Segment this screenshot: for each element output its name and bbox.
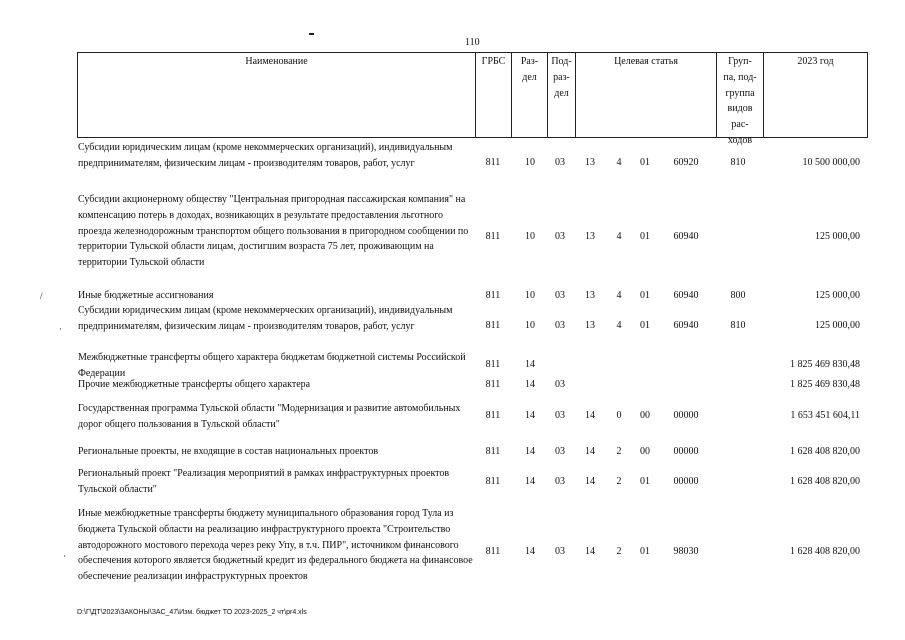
row-grbs: 811 [485,320,501,331]
row-target-3: 00 [640,446,650,457]
row-target-3: 01 [640,476,650,487]
row-name: Субсидии акционерному обществу "Центральная пригородная пассажирская компания" на компенсацию потерь в доходах, возникающих в результате предоставления льготного проезда железнодорожным транспортом общего пользования в пригородном сообщении по территории Тульской области лицам, достигшим возраста 75 лет, проживающим на территории Тульской области [78,194,469,269]
row-target-1: 13 [585,320,595,331]
row-razdel: 10 [525,320,535,331]
row-target-2: 2 [616,446,622,457]
scan-mark: / [40,291,43,301]
row-amount: 1 628 408 820,00 [790,476,860,487]
row-name: Государственная программа Тульской области "Модернизация и развитие автомобильных дорог общего пользования в Тульской области" [78,403,461,430]
header-grbs: ГРБС [475,53,511,137]
row-name: Иные межбюджетные трансферты бюджету муниципального образования город Тула из бюджета Тульской области на реализацию инфраструктурного проекта "Строительство автодорожного мостового перехода через реку Упу, в т.ч. ПИР", источником финансового обеспечения которого является бюджетный кредит из федерального бюджета на финансовое обеспечение реализации инфраструктурных проектов [78,508,473,583]
row-grbs: 811 [485,157,501,168]
row-target-2: 4 [616,320,622,331]
row-amount: 125 000,00 [815,290,860,301]
row-name: Иные бюджетные ассигнования [78,290,214,301]
row-target-1: 13 [585,290,595,301]
row-target-1: 14 [585,476,595,487]
row-amount: 1 653 451 604,11 [790,410,860,421]
row-target-1: 14 [585,446,595,457]
row-target-4: 60940 [673,231,699,242]
row-podrazdel: 03 [555,231,565,242]
row-target-4: 60940 [673,320,699,331]
row-razdel: 14 [525,446,535,457]
row-group: 810 [730,157,746,168]
row-grbs: 811 [485,359,501,370]
row-name: Региональный проект "Реализация мероприятий в рамках инфраструктурных проектов Тульской области" [78,468,450,495]
row-amount: 125 000,00 [815,231,860,242]
row-podrazdel: 03 [555,379,565,390]
row-name: Субсидии юридическим лицам (кроме некоммерческих организаций), индивидуальным предпринимателям, физическим лицам - производителям товаров, работ, услуг [78,142,453,169]
row-target-2: 2 [616,546,622,557]
row-amount: 1 825 469 830,48 [790,359,860,370]
row-target-1: 13 [585,157,595,168]
row-target-4: 60920 [673,157,699,168]
row-name: Субсидии юридическим лицам (кроме некоммерческих организаций), индивидуальным предпринимателям, физическим лицам - производителям товаров, работ, услуг [78,305,453,332]
row-podrazdel: 03 [555,410,565,421]
row-razdel: 14 [525,410,535,421]
row-podrazdel: 03 [555,476,565,487]
row-name: Межбюджетные трансферты общего характера бюджетам бюджетной системы Российской Федерации [78,352,466,379]
row-amount: 1 628 408 820,00 [790,546,860,557]
row-target-2: 4 [616,290,622,301]
row-podrazdel: 03 [555,157,565,168]
row-target-4: 00000 [673,476,699,487]
row-target-4: 00000 [673,410,699,421]
row-target-1: 14 [585,546,595,557]
row-target-3: 00 [640,410,650,421]
table-header [77,52,868,146]
scan-mark [309,33,314,35]
row-podrazdel: 03 [555,290,565,301]
row-razdel: 10 [525,290,535,301]
row-amount: 1 628 408 820,00 [790,446,860,457]
row-target-2: 2 [616,476,622,487]
header-target: Целевая статья [575,53,716,137]
row-grbs: 811 [485,290,501,301]
row-target-3: 01 [640,290,650,301]
row-grbs: 811 [485,476,501,487]
row-grbs: 811 [485,379,501,390]
page-number: 110 [465,37,480,48]
row-razdel: 14 [525,546,535,557]
row-target-1: 14 [585,410,595,421]
header-razdel: Раз- дел [511,53,547,137]
row-razdel: 14 [525,379,535,390]
header-podrazdel: Под- раз- дел [547,53,575,137]
row-target-2: 0 [616,410,622,421]
header-name: Наименование [245,56,308,67]
scan-mark: · [59,324,62,334]
row-target-3: 01 [640,546,650,557]
row-razdel: 14 [525,476,535,487]
scan-mark: · [63,551,66,561]
row-target-2: 4 [616,157,622,168]
row-grbs: 811 [485,231,501,242]
row-target-4: 60940 [673,290,699,301]
row-grbs: 811 [485,446,501,457]
row-target-3: 01 [640,231,650,242]
row-name: Прочие межбюджетные трансферты общего характера [78,379,311,390]
row-amount: 125 000,00 [815,320,860,331]
row-target-4: 00000 [673,446,699,457]
row-target-4: 98030 [673,546,699,557]
row-amount: 10 500 000,00 [802,157,860,168]
row-target-1: 13 [585,231,595,242]
row-target-3: 01 [640,320,650,331]
row-group: 800 [730,290,746,301]
row-podrazdel: 03 [555,320,565,331]
file-path-footer: D:\Г\ДТ\2023\ЗАКОНЫ\ЗАС_47\Изм. бюджет ТО 2023-2025_2 чт\pr4.xls [77,609,307,616]
header-group: Груп- па, под- группа видов рас- ходов [716,53,763,137]
row-podrazdel: 03 [555,546,565,557]
row-razdel: 10 [525,157,535,168]
header-year: 2023 год [763,53,867,137]
row-podrazdel: 03 [555,446,565,457]
row-amount: 1 825 469 830,48 [790,379,860,390]
row-grbs: 811 [485,410,501,421]
row-grbs: 811 [485,546,501,557]
row-target-3: 01 [640,157,650,168]
row-target-2: 4 [616,231,622,242]
row-razdel: 14 [525,359,535,370]
row-name: Региональные проекты, не входящие в состав национальных проектов [78,446,379,457]
row-razdel: 10 [525,231,535,242]
row-group: 810 [730,320,746,331]
